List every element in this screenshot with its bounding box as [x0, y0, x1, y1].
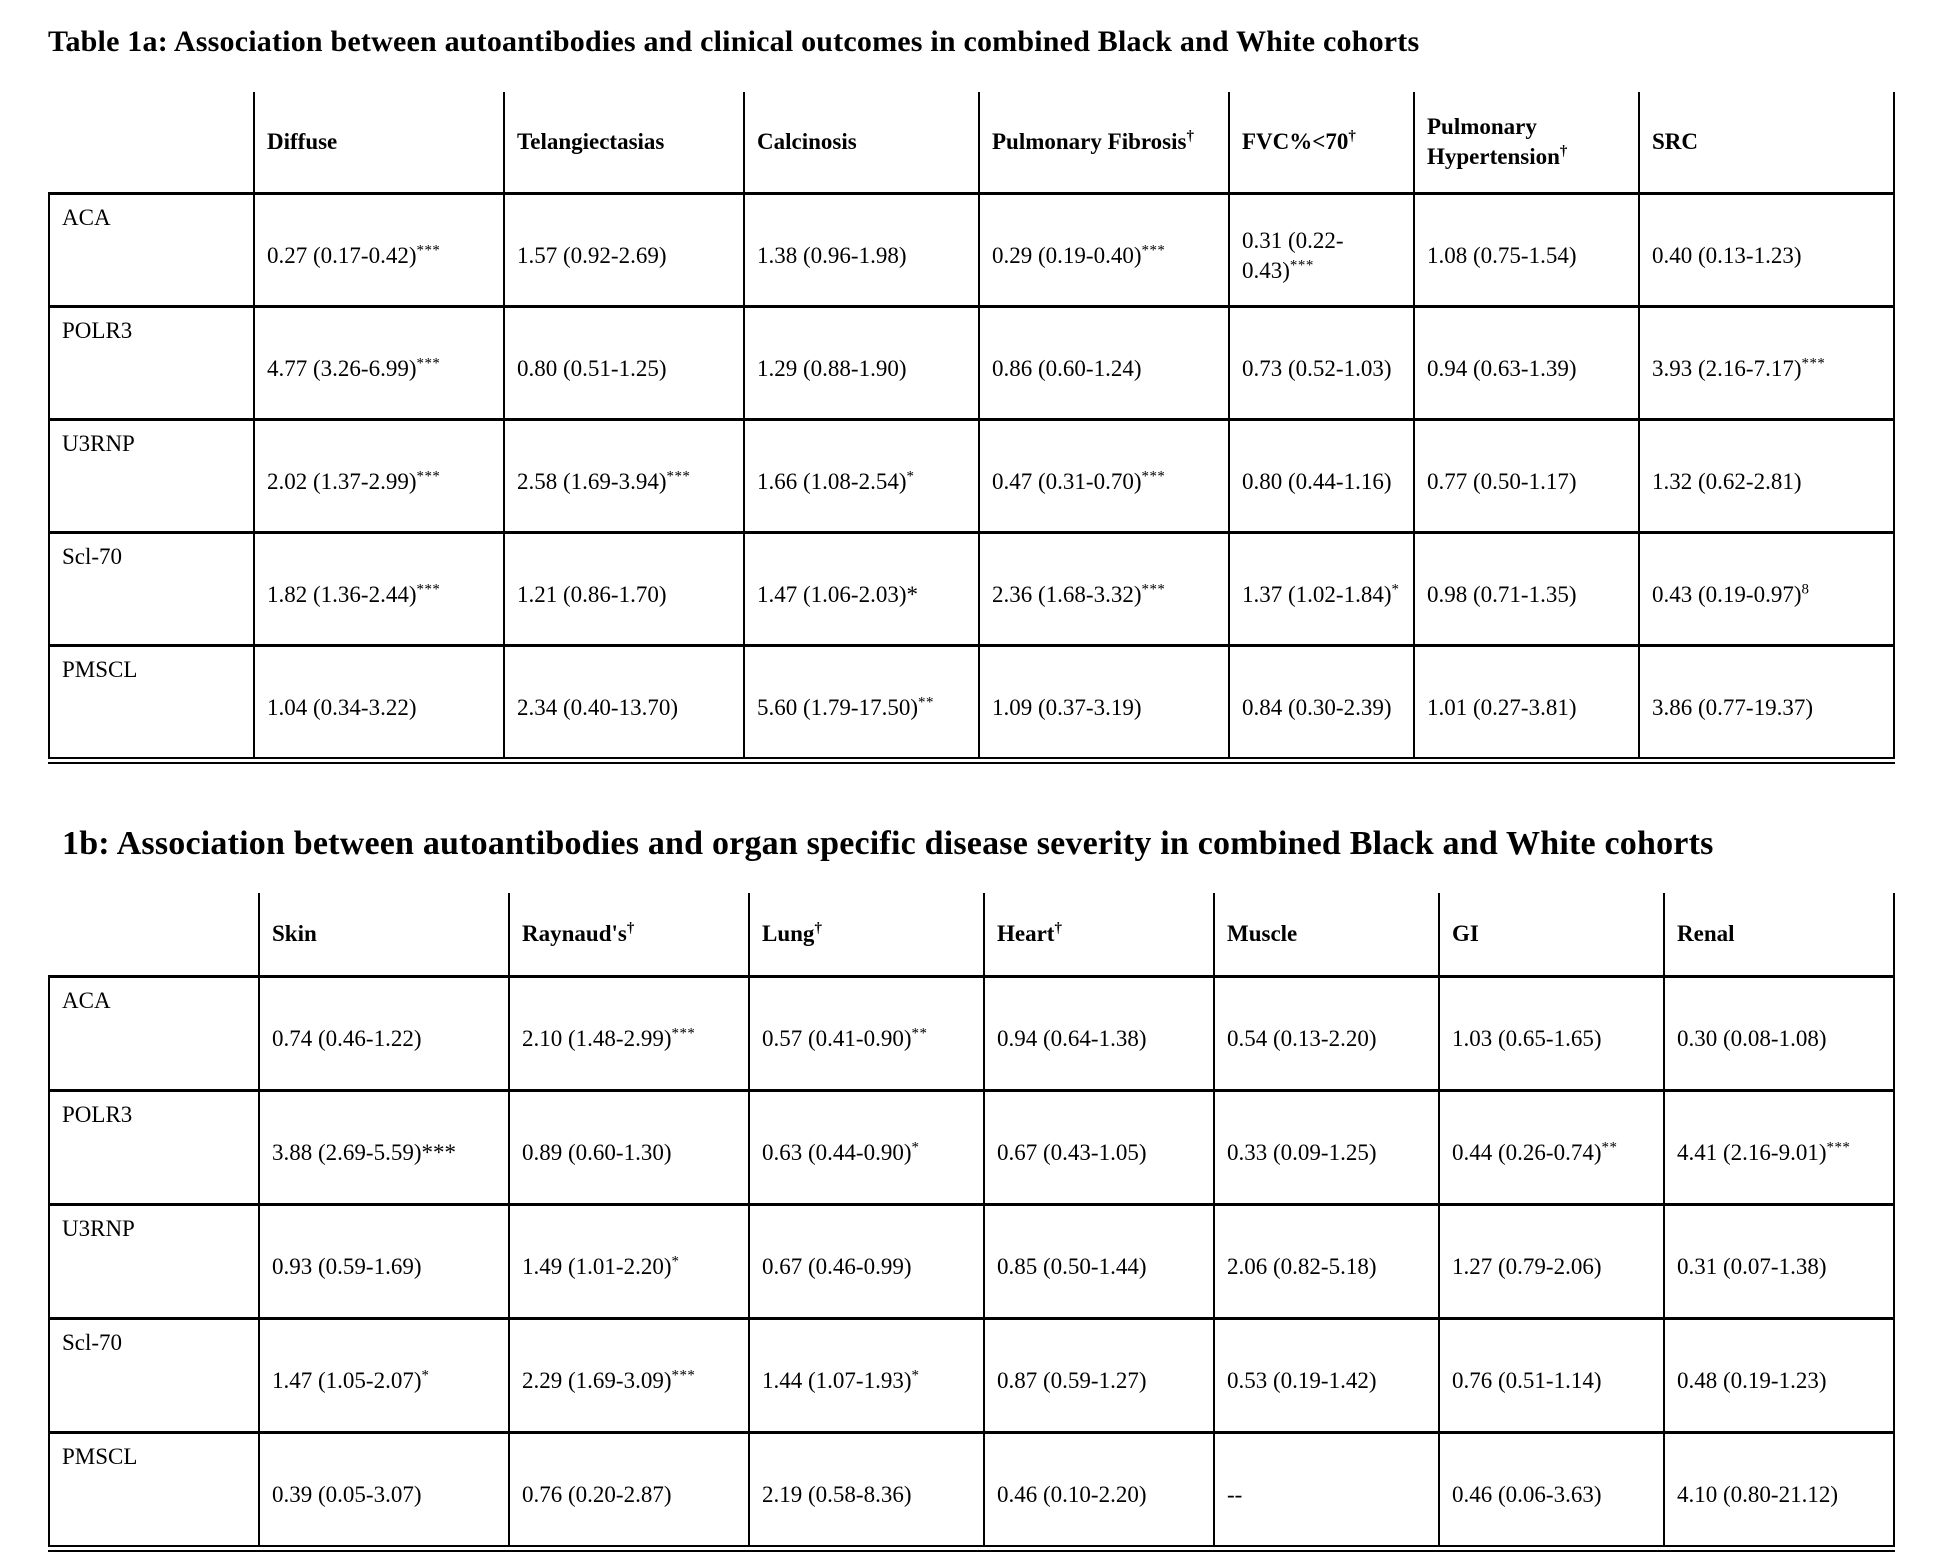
table-cell: 1.29 (0.88-1.90)	[744, 307, 979, 420]
table-1b	[48, 893, 1895, 1552]
table-1a-title: Table 1a: Association between autoantibodies and clinical outcomes in combined Black and White cohorts	[48, 25, 1420, 58]
table-cell: 0.57 (0.41-0.90)**	[749, 976, 984, 1090]
table-cell: 0.89 (0.60-1.30)	[509, 1090, 749, 1204]
table-cell: 0.48 (0.19-1.23)	[1664, 1318, 1894, 1432]
table-cell: 0.84 (0.30-2.39)	[1229, 646, 1414, 761]
table-cell: 0.93 (0.59-1.69)	[259, 1204, 509, 1318]
table-cell: 1.09 (0.37-3.19)	[979, 646, 1229, 761]
table-cell: 3.93 (2.16-7.17)***	[1639, 307, 1894, 420]
row-label: ACA	[49, 194, 254, 307]
table-cell: 0.46 (0.06-3.63)	[1439, 1432, 1664, 1548]
table-cell: 0.39 (0.05-3.07)	[259, 1432, 509, 1548]
column-header: GI	[1439, 893, 1664, 977]
row-label: Scl-70	[49, 533, 254, 646]
table-cell: 0.80 (0.51-1.25)	[504, 307, 744, 420]
row-label: Scl-70	[49, 1318, 259, 1432]
table-cell: 1.37 (1.02-1.84)*	[1229, 533, 1414, 646]
table-1b-title: 1b: Association between autoantibodies and organ specific disease severity in combined Black and White cohorts	[62, 825, 1714, 862]
table-cell: 3.88 (2.69-5.59)***	[259, 1090, 509, 1204]
table-cell: 0.98 (0.71-1.35)	[1414, 533, 1639, 646]
table-cell: 0.86 (0.60-1.24)	[979, 307, 1229, 420]
table-cell: 1.47 (1.05-2.07)*	[259, 1318, 509, 1432]
row-label: PMSCL	[49, 1432, 259, 1548]
row-label: PMSCL	[49, 646, 254, 761]
table-cell: 0.31 (0.07-1.38)	[1664, 1204, 1894, 1318]
table-cell: 2.10 (1.48-2.99)***	[509, 976, 749, 1090]
table-cell: 0.46 (0.10-2.20)	[984, 1432, 1214, 1548]
row-label: U3RNP	[49, 420, 254, 533]
table-cell: 0.76 (0.51-1.14)	[1439, 1318, 1664, 1432]
column-header: Pulmonary Fibrosis†	[979, 92, 1229, 194]
table-cell: 5.60 (1.79-17.50)**	[744, 646, 979, 761]
table-cell: 4.10 (0.80-21.12)	[1664, 1432, 1894, 1548]
table-cell: 0.94 (0.63-1.39)	[1414, 307, 1639, 420]
row-label: U3RNP	[49, 1204, 259, 1318]
table-cell: 0.74 (0.46-1.22)	[259, 976, 509, 1090]
table-cell: 0.29 (0.19-0.40)***	[979, 194, 1229, 307]
column-header: Lung†	[749, 893, 984, 977]
table-cell: 0.80 (0.44-1.16)	[1229, 420, 1414, 533]
table-cell: 2.58 (1.69-3.94)***	[504, 420, 744, 533]
column-header: Calcinosis	[744, 92, 979, 194]
table-row	[49, 194, 1894, 307]
table-row	[49, 1204, 1894, 1318]
table-cell: 1.21 (0.86-1.70)	[504, 533, 744, 646]
table-cell: 4.41 (2.16-9.01)***	[1664, 1090, 1894, 1204]
table-cell: 1.49 (1.01-2.20)*	[509, 1204, 749, 1318]
column-header: Pulmonary Hypertension†	[1414, 92, 1639, 194]
table-cell: 1.08 (0.75-1.54)	[1414, 194, 1639, 307]
column-header: Raynaud's†	[509, 893, 749, 977]
table-cell: 0.67 (0.46-0.99)	[749, 1204, 984, 1318]
table-cell: 1.38 (0.96-1.98)	[744, 194, 979, 307]
column-header: Telangiectasias	[504, 92, 744, 194]
table-cell: 1.66 (1.08-2.54)*	[744, 420, 979, 533]
table-cell: 1.01 (0.27-3.81)	[1414, 646, 1639, 761]
table-row	[49, 976, 1894, 1090]
table-row	[49, 533, 1894, 646]
table-cell: 1.32 (0.62-2.81)	[1639, 420, 1894, 533]
table-cell: 2.19 (0.58-8.36)	[749, 1432, 984, 1548]
table-cell: 0.27 (0.17-0.42)***	[254, 194, 504, 307]
table-cell: 0.44 (0.26-0.74)**	[1439, 1090, 1664, 1204]
table-cell: 0.76 (0.20-2.87)	[509, 1432, 749, 1548]
table-cell: 2.06 (0.82-5.18)	[1214, 1204, 1439, 1318]
table-1a	[48, 92, 1895, 764]
table-cell: 2.02 (1.37-2.99)***	[254, 420, 504, 533]
column-header: Muscle	[1214, 893, 1439, 977]
table-cell: 1.44 (1.07-1.93)*	[749, 1318, 984, 1432]
table-cell: 0.77 (0.50-1.17)	[1414, 420, 1639, 533]
table-cell: 0.73 (0.52-1.03)	[1229, 307, 1414, 420]
column-header: Diffuse	[254, 92, 504, 194]
table-cell: 0.53 (0.19-1.42)	[1214, 1318, 1439, 1432]
table-row	[49, 420, 1894, 533]
column-header: Skin	[259, 893, 509, 977]
table-row	[49, 307, 1894, 420]
table-cell: 0.33 (0.09-1.25)	[1214, 1090, 1439, 1204]
table-cell: 0.30 (0.08-1.08)	[1664, 976, 1894, 1090]
table-cell: 0.94 (0.64-1.38)	[984, 976, 1214, 1090]
table-cell: 2.34 (0.40-13.70)	[504, 646, 744, 761]
table-cell: 1.27 (0.79-2.06)	[1439, 1204, 1664, 1318]
table-cell: 1.82 (1.36-2.44)***	[254, 533, 504, 646]
table-cell: 0.43 $(0.19-0.97)^8$	[1639, 533, 1894, 646]
row-label: ACA	[49, 976, 259, 1090]
table-cell: 4.77 (3.26-6.99)***	[254, 307, 504, 420]
table-cell: 0.63 (0.44-0.90)*	[749, 1090, 984, 1204]
column-header: SRC	[1639, 92, 1894, 194]
header-row	[49, 92, 1894, 194]
table-row	[49, 1432, 1894, 1548]
table-cell: 2.29 (1.69-3.09)***	[509, 1318, 749, 1432]
table-cell: 0.40 (0.13-1.23)	[1639, 194, 1894, 307]
header-row	[49, 893, 1894, 977]
table-cell: 2.36 (1.68-3.32)***	[979, 533, 1229, 646]
column-header: FVC%<70†	[1229, 92, 1414, 194]
corner-cell	[49, 893, 259, 977]
table-cell: 0.54 (0.13-2.20)	[1214, 976, 1439, 1090]
table-cell: 1.57 (0.92-2.69)	[504, 194, 744, 307]
table-cell: 0.87 (0.59-1.27)	[984, 1318, 1214, 1432]
table-cell: 1.04 (0.34-3.22)	[254, 646, 504, 761]
table-cell: 1.03 (0.65-1.65)	[1439, 976, 1664, 1090]
table-cell: 1.47 (1.06-2.03)*	[744, 533, 979, 646]
table-cell: --	[1214, 1432, 1439, 1548]
row-label: POLR3	[49, 1090, 259, 1204]
table-cell: 0.47 (0.31-0.70)***	[979, 420, 1229, 533]
table-row	[49, 646, 1894, 761]
table-cell: 3.86 (0.77-19.37)	[1639, 646, 1894, 761]
column-header: Renal	[1664, 893, 1894, 977]
table-cell: 0.85 (0.50-1.44)	[984, 1204, 1214, 1318]
table-row	[49, 1090, 1894, 1204]
table-row	[49, 1318, 1894, 1432]
table-cell: 0.31 (0.22-0.43)***	[1229, 194, 1414, 307]
corner-cell	[49, 92, 254, 194]
row-label: POLR3	[49, 307, 254, 420]
table-cell: 0.67 (0.43-1.05)	[984, 1090, 1214, 1204]
column-header: Heart†	[984, 893, 1214, 977]
